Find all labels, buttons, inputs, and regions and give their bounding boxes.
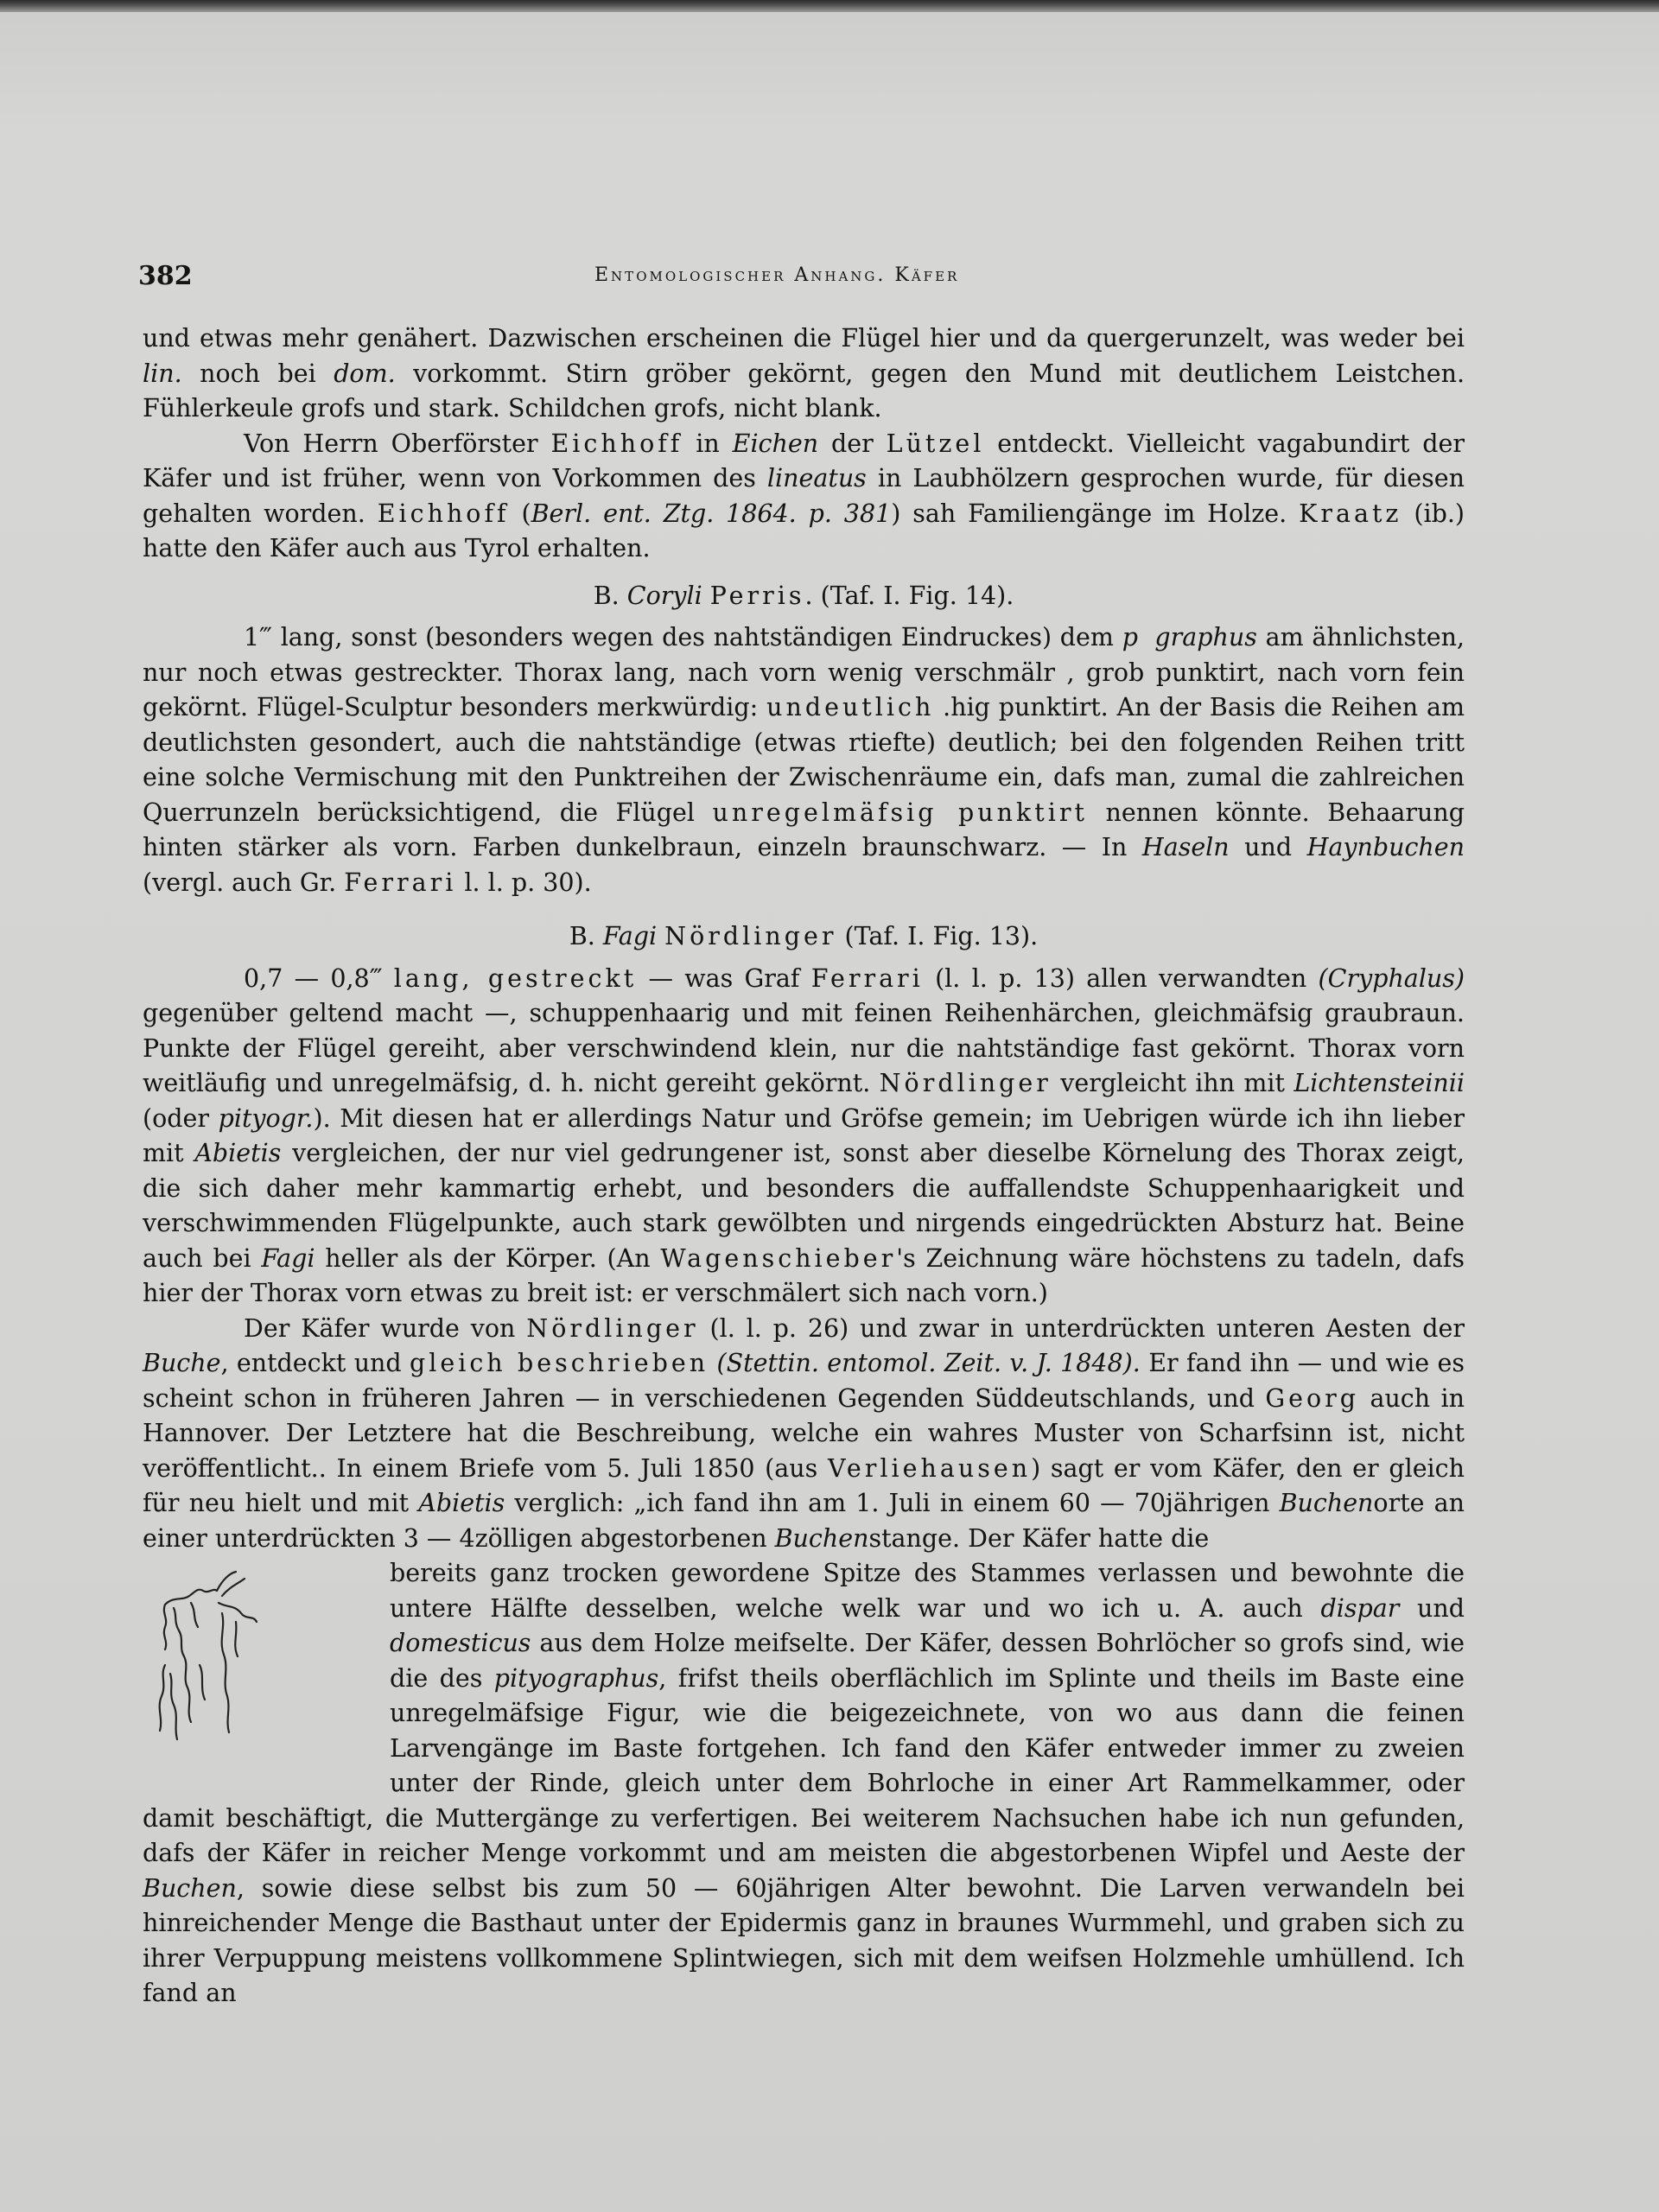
body-text: [143, 321, 1465, 2012]
running-head: Entomologischer Anhang. Käfer: [594, 264, 960, 286]
paragraph-coryli: 1‴ lang, sonst (besonders wegen des nahtständigen Eindruckes) dem p graphus am ähnlichsten, nur noch etwas gestreckter. Thorax lang, nach vorn wenig verschmälr , grob punktirt, nach vorn fein gekörnt. Flügel-Sculptur besonders merkwürdig: undeutlich .hig punktirt. An der Basis die Reihen am deutlichsten gesondert, auch die nahtständige (etwas rtiefte) deutlich; bei den folgenden Reihen tritt eine solche Vermischung mit den Punktreihen der Zwischenräume ein, dafs man, zumal die zahlreichen Querrunzeln berücksichtigend, die Flügel unregelmäfsig punktirt nennen könnte. Behaarung hinten stärker als vorn. Farben dunkelbraun, einzeln braunschwarz. — In Haseln und Haynbuchen (vergl. auch Gr. Ferrari l. l. p. 30).: [143, 623, 1465, 897]
paragraph-fagi-description: 0,7 — 0,8‴ lang, gestreckt — was Graf Ferrari (l. l. p. 13) allen verwandten (Cryphalus) gegenüber geltend macht —, schuppenhaarig und mit feinen Reihenhärchen, gleichmäfsig graubraun. Punkte der Flügel gereiht, aber verschwindend klein, nur die nahtständige fast gekörnt. Thorax vorn weitläufig und unregelmäfsig, d. h. nicht gereiht gekörnt. Nördlinger vergleicht ihn mit Lichtensteinii (oder pityogr.). Mit diesen hat er allerdings Natur und Gröfse gemein; im Uebrigen würde ich ihn lieber mit Abietis vergleichen, der nur viel gedrungener ist, sonst aber dieselbe Körnelung des Thorax zeigt, die sich daher mehr kammartig erhebt, und besonders die auffallendste Schuppenhaarigkeit und verschwimmenden Flügelpunkte, auch stark gewölbten und nirgends eingedrückten Absturz hat. Beine auch bei Fagi heller als der Körper. (An Wagenschieber's Zeichnung wäre höchstens zu tadeln, dafs hier der Thorax vorn etwas zu breit ist: er verschmälert sich nach vorn.): [143, 963, 1465, 1307]
gallery-figure: [139, 1561, 372, 1777]
page-number: 382: [138, 261, 193, 291]
paragraph-continuation: und etwas mehr genähert. Dazwischen erscheinen die Flügel hier und da quergerunzelt, was weder bei lin. noch bei dom. vorkommt. Stirn gröber gekörnt, gegen den Mund mit deutlichem Leistchen. Fühlerkeule grofs und stark. Schildchen grofs, nicht blank.: [143, 324, 1465, 423]
bark-beetle-gallery-icon: [139, 1561, 355, 1777]
paragraph-with-figure: bereits ganz trocken gewordene Spitze des Stammes verlassen und bewohnte die untere Hälfte desselben, welche welk war und wo ich u. A. auch dispar und domesticus aus dem Holze meifselte. Der Käfer, dessen Bohrlöcher so grofs sind, wie die des pityographus, frifst theils oberflächlich im Splinte und theils im Baste eine unregelmäfsige Figur, wie die beigezeichnete, von wo aus dann die feinen Larvengänge im Baste fortgehen. Ich fand den Käfer entweder immer zu zweien unter der Rinde, gleich unter dem Bohrloche in einer Art Rammelkammer, oder damit beschäftigt, die Muttergänge zu verfertigen. Bei weiterem Nachsuchen habe ich nun gefunden, dafs der Käfer in reicher Menge vorkommt und am meisten die abgestorbenen Wipfel und Aeste der Buchen, sowie diese selbst bis zum 50 — 60jährigen Alter bewohnt. Die Larven verwandeln bei hinreichender Menge die Basthaut unter der Epidermis ganz in braunes Wurmmehl, und graben sich zu ihrer Verpuppung meistens vollkommene Splintwiegen, sich mit dem weifsen Holzmehle umhüllend. Ich fand an: [143, 1556, 1465, 2012]
species-heading-fagi: B. Fagi Nördlinger (Taf. I. Fig. 13).: [569, 922, 1039, 950]
paragraph-eichhoff: Von Herrn Oberförster Eichhoff in Eichen der Lützel entdeckt. Vielleicht vagabundirt der Käfer und ist früher, wenn von Vorkommen des lineatus in Laubhölzern gesprochen wurde, für diesen gehalten worden. Eichhoff (Berl. ent. Ztg. 1864. p. 381) sah Familiengänge im Holze. Kraatz (ib.) hatte den Käfer auch aus Tyrol erhalten.: [143, 429, 1465, 563]
scan-top-edge: [0, 0, 1659, 12]
text-before-figure: stange. Der Käfer hatte die: [868, 1523, 1210, 1553]
species-heading-coryli: B. Coryli Perris. (Taf. I. Fig. 14).: [593, 581, 1014, 610]
paragraph-fagi-biology: Der Käfer wurde von Nördlinger (l. l. p. 26) und zwar in unterdrückten unteren Aesten der Buche, entdeckt und gleich beschrieben (Stettin. entomol. Zeit. v. J. 1848). Er fand ihn — und wie es scheint schon in früheren Jahren — in verschiedenen Gegenden Süddeutschlands, und Georg auch in Hannover. Der Letztere hat die Beschreibung, welche ein wahres Muster von Scharfsinn ist, nicht veröffentlicht.. In einem Briefe vom 5. Juli 1850 (aus Verliehausen) sagt er vom Käfer, den er gleich für neu hielt und mit Abietis verglich: „ich fand ihn am 1. Juli in einem 60 — 70jährigen Buchenorte an einer unterdrückten 3 — 4zölligen abgestorbenen Buchenstange. Der Käfer hatte die: [143, 1313, 1465, 1553]
page-header: [138, 261, 1469, 296]
